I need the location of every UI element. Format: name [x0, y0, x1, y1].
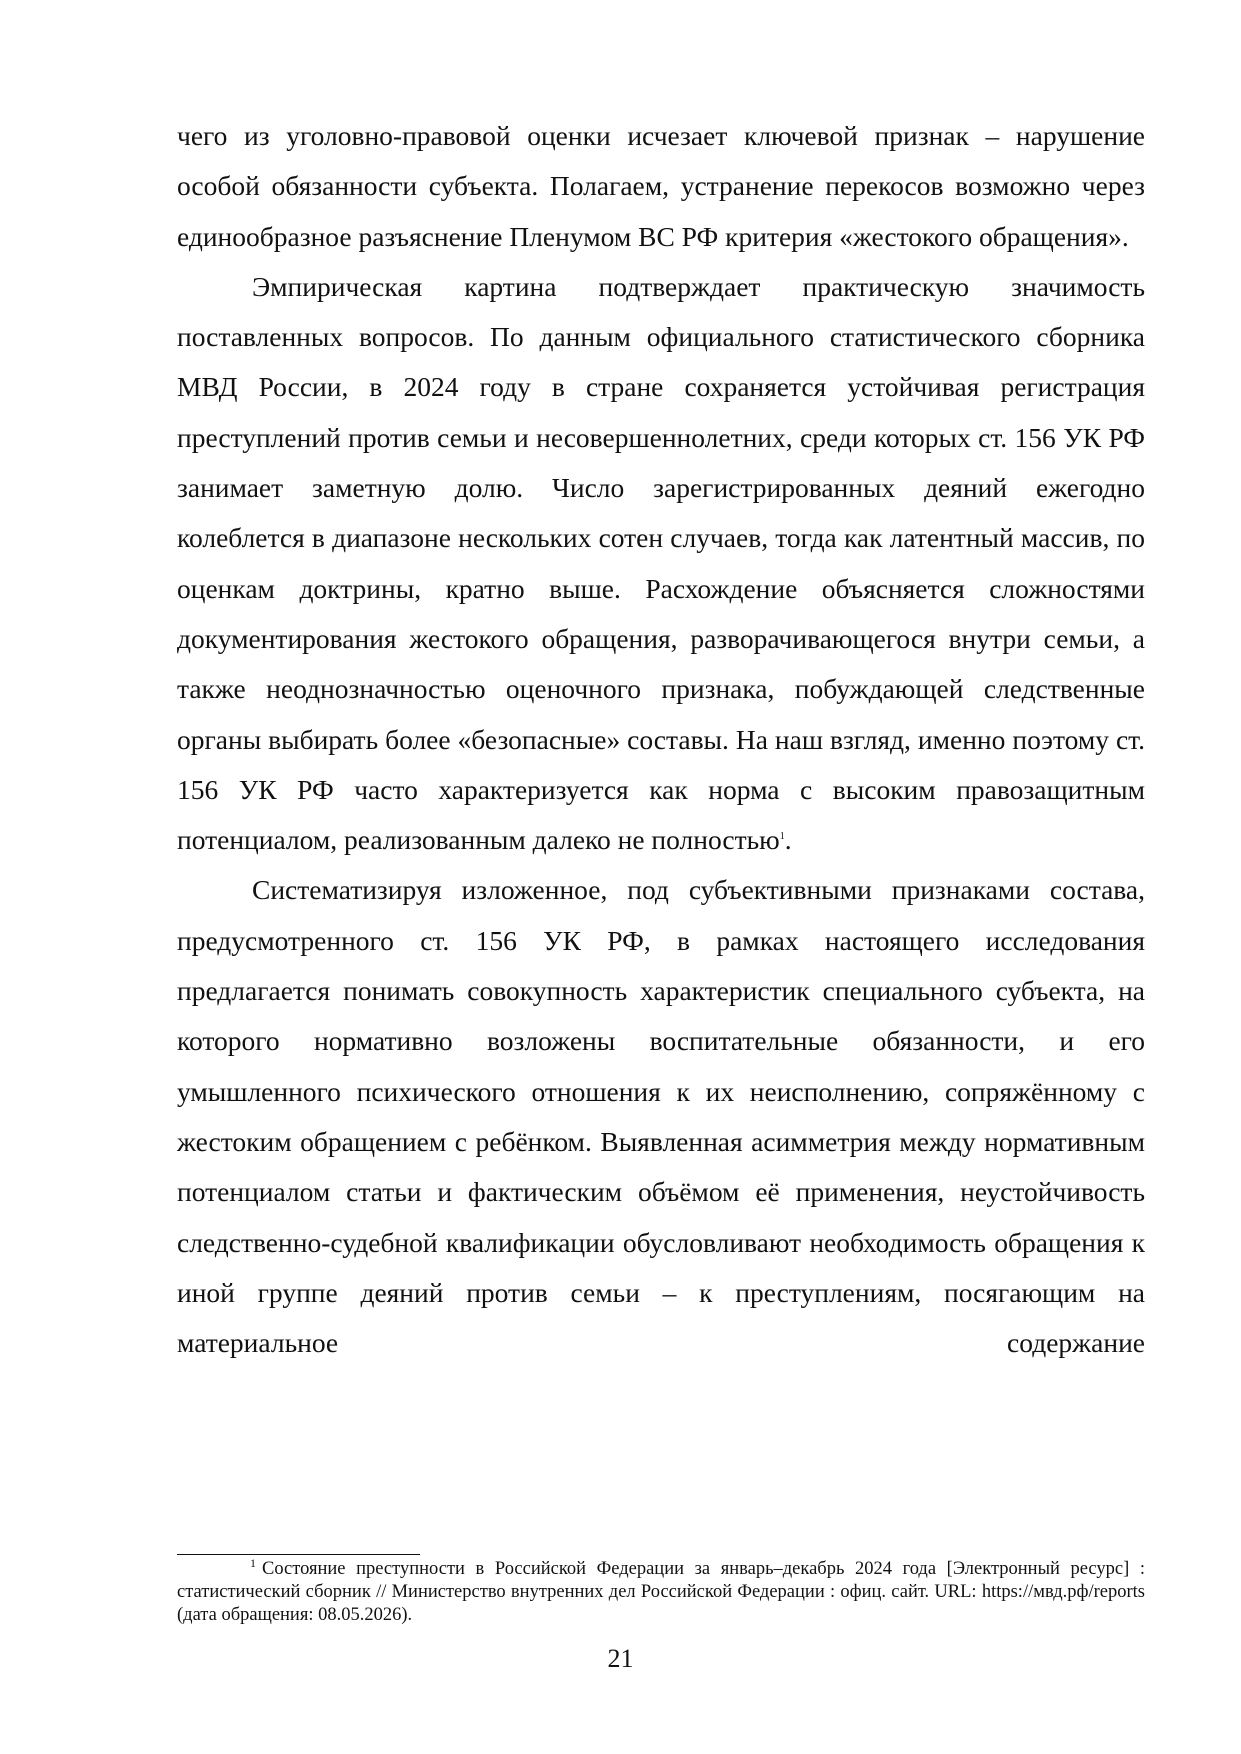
footnote-separator [177, 1554, 420, 1555]
footnote-text: Состояние преступности в Российской Федерации за январь–декабрь 2024 года [Электронный ресурс] : статистический сборник // Министерство внутренних дел Российской Федерации : офиц. сайт. URL: https://мвд.рф/reports (дата обращения: 08.05.2026). [177, 1559, 1145, 1625]
page-number: 21 [607, 1644, 634, 1673]
body-text [177, 111, 1145, 1368]
paragraph-conclusion: Систематизируя изложенное, под субъективными признаками состава, предусмотренного ст. 156 УК РФ, в рамках настоящего исследования предлагается понимать совокупность характеристик специального субъекта, на которого нормативно возложены воспитательные обязанности, и его умышленного психического отношения к их неисполнению, сопряжённому с жестоким обращением с ребёнком. Выявленная асимметрия между нормативным потенциалом статьи и фактическим объёмом её применения, неустойчивость следственно-судебной квалификации обусловливают необходимость обращения к иной группе деяний против семьи – к преступлениям, посягающим на материальное содержание [177, 874, 1145, 1359]
paragraph-continuation: чего из уголовно-правовой оценки исчезает ключевой признак – нарушение особой обязанности субъекта. Полагаем, устранение перекосов возможно через единообразное разъяснение Пленумом ВС РФ критерия «жестокого обращения». [177, 120, 1145, 252]
paragraph-statistics-text: Эмпирическая картина подтверждает практическую значимость поставленных вопросов. По данным официального статистического сборника МВД России, в 2024 году в стране сохраняется устойчивая регистрация преступлений против семьи и несовершеннолетних, среди которых ст. 156 УК РФ занимает заметную долю. Число зарегистрированных деяний ежегодно колеблется в диапазоне нескольких сотен случаев, тогда как латентный массив, по оценкам доктрины, кратно выше. Расхождение объясняется сложностями документирования жестокого обращения, разворачивающегося внутри семьи, а также неоднозначностью оценочного признака, побуждающей следственные органы выбирать более «безопасные» составы. На наш взгляд, именно поэтому ст. 156 УК РФ часто характеризуется как норма с высоким правозащитным потенциалом, реализованным далеко не полностью [177, 270, 1145, 856]
paragraph-statistics [177, 262, 1145, 866]
paragraph-statistics-end: . [784, 824, 792, 856]
footnote-reference[interactable]: 1 [779, 831, 785, 842]
footnote: 1 Состояние преступности в Российской Федерации за январь–декабрь 2024 года [Электронный ресурс] : статистический сборник // Министерство внутренних дел Российской Федерации : офиц. сайт. URL: https://мвд.рф/reports (дата обращения: 08.05.2026). [177, 1555, 1145, 1625]
